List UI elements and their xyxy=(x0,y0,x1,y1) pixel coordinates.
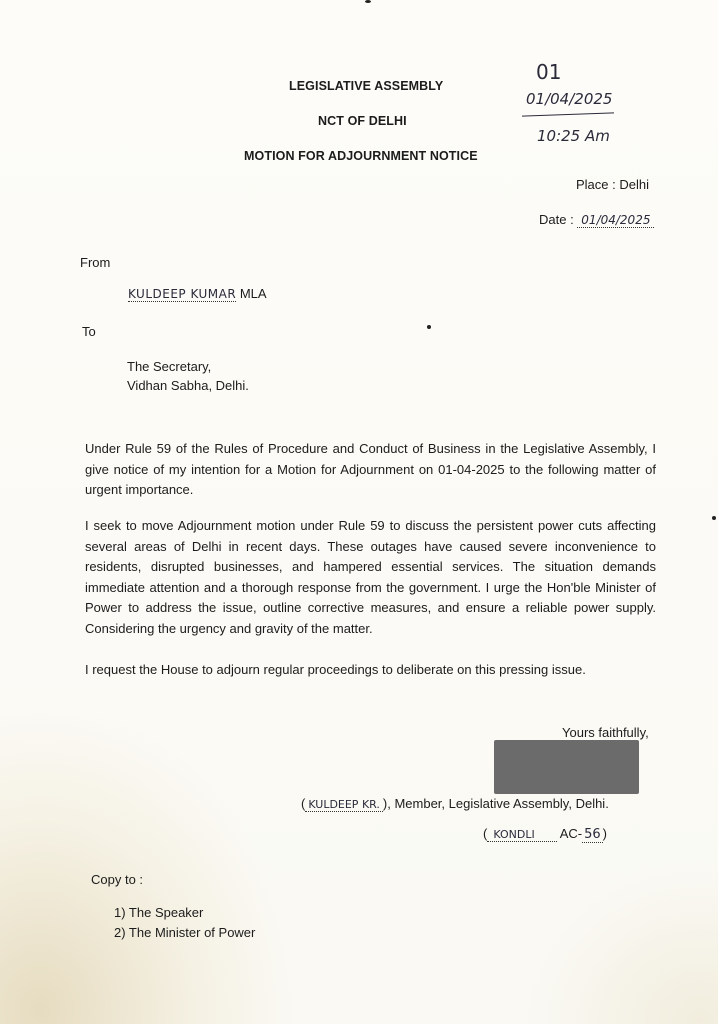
date-value: 01/04/2025 xyxy=(577,213,654,228)
copy-to-label: Copy to : xyxy=(91,872,144,887)
from-name: KULDEEP KUMAR xyxy=(128,287,237,301)
receipt-date: 01/04/2025 xyxy=(526,90,613,108)
receipt-number: 01 xyxy=(536,60,562,84)
date-line xyxy=(539,212,654,227)
body-paragraph-1: Under Rule 59 of the Rules of Procedure and Conduct of Business in the Legislative Assembly, I give notice of my intention for a Motion for Adjournment on 01-04-2025 to the following matter of urgent importance. xyxy=(85,441,656,497)
to-recipient: The Secretary, xyxy=(127,359,212,374)
to-label: To xyxy=(82,324,96,339)
closing-salutation: Yours faithfully, xyxy=(562,725,649,740)
date-label: Date : xyxy=(539,212,578,227)
constituency-line: ( KONDLI AC- 56 ) xyxy=(483,826,607,842)
place-label: Place : Delhi xyxy=(576,177,649,192)
scan-speck xyxy=(712,516,716,520)
member-designation: ), Member, Legislative Assembly, Delhi. xyxy=(382,796,609,811)
body-paragraph-2: I seek to move Adjournment motion under Rule 59 to discuss the persistent power cuts affecting several areas of Delhi in recent days. These outages have caused severe inconvenience to residents, disrupted businesses, and hampered essential services. The situation demands immediate attention and a thorough response from the government. I urge the Hon'ble Minister of Power to address the issue, outline corrective measures, and ensure a reliable power supply. Considering the urgency and gravity of the matter. xyxy=(85,518,656,636)
header-assembly: LEGISLATIVE ASSEMBLY xyxy=(289,79,444,93)
ac-number: 56 xyxy=(584,827,601,842)
redacted-signature xyxy=(494,740,639,794)
member-line: ( KULDEEP KR. ), Member, Legislative Assembly, Delhi. xyxy=(301,796,609,811)
copy-to-item-2: 2) The Minister of Power xyxy=(114,925,256,940)
constituency-name: KONDLI xyxy=(487,828,556,842)
scan-speck xyxy=(427,325,431,329)
from-line xyxy=(128,286,267,301)
from-suffix: MLA xyxy=(239,286,267,301)
receipt-underline xyxy=(522,112,614,116)
copy-to-item-1: 1) The Speaker xyxy=(114,905,204,920)
ac-label: AC- xyxy=(559,826,583,841)
to-address: Vidhan Sabha, Delhi. xyxy=(127,378,249,393)
member-name: KULDEEP KR. xyxy=(305,798,383,812)
body-paragraph-3: I request the House to adjourn regular proceedings to deliberate on this pressing issue. xyxy=(85,662,586,677)
scan-speck xyxy=(365,0,371,3)
header-title: MOTION FOR ADJOURNMENT NOTICE xyxy=(244,149,478,163)
header-nct: NCT OF DELHI xyxy=(318,114,407,128)
receipt-time: 10:25 Am xyxy=(537,127,610,145)
from-label: From xyxy=(80,255,111,270)
